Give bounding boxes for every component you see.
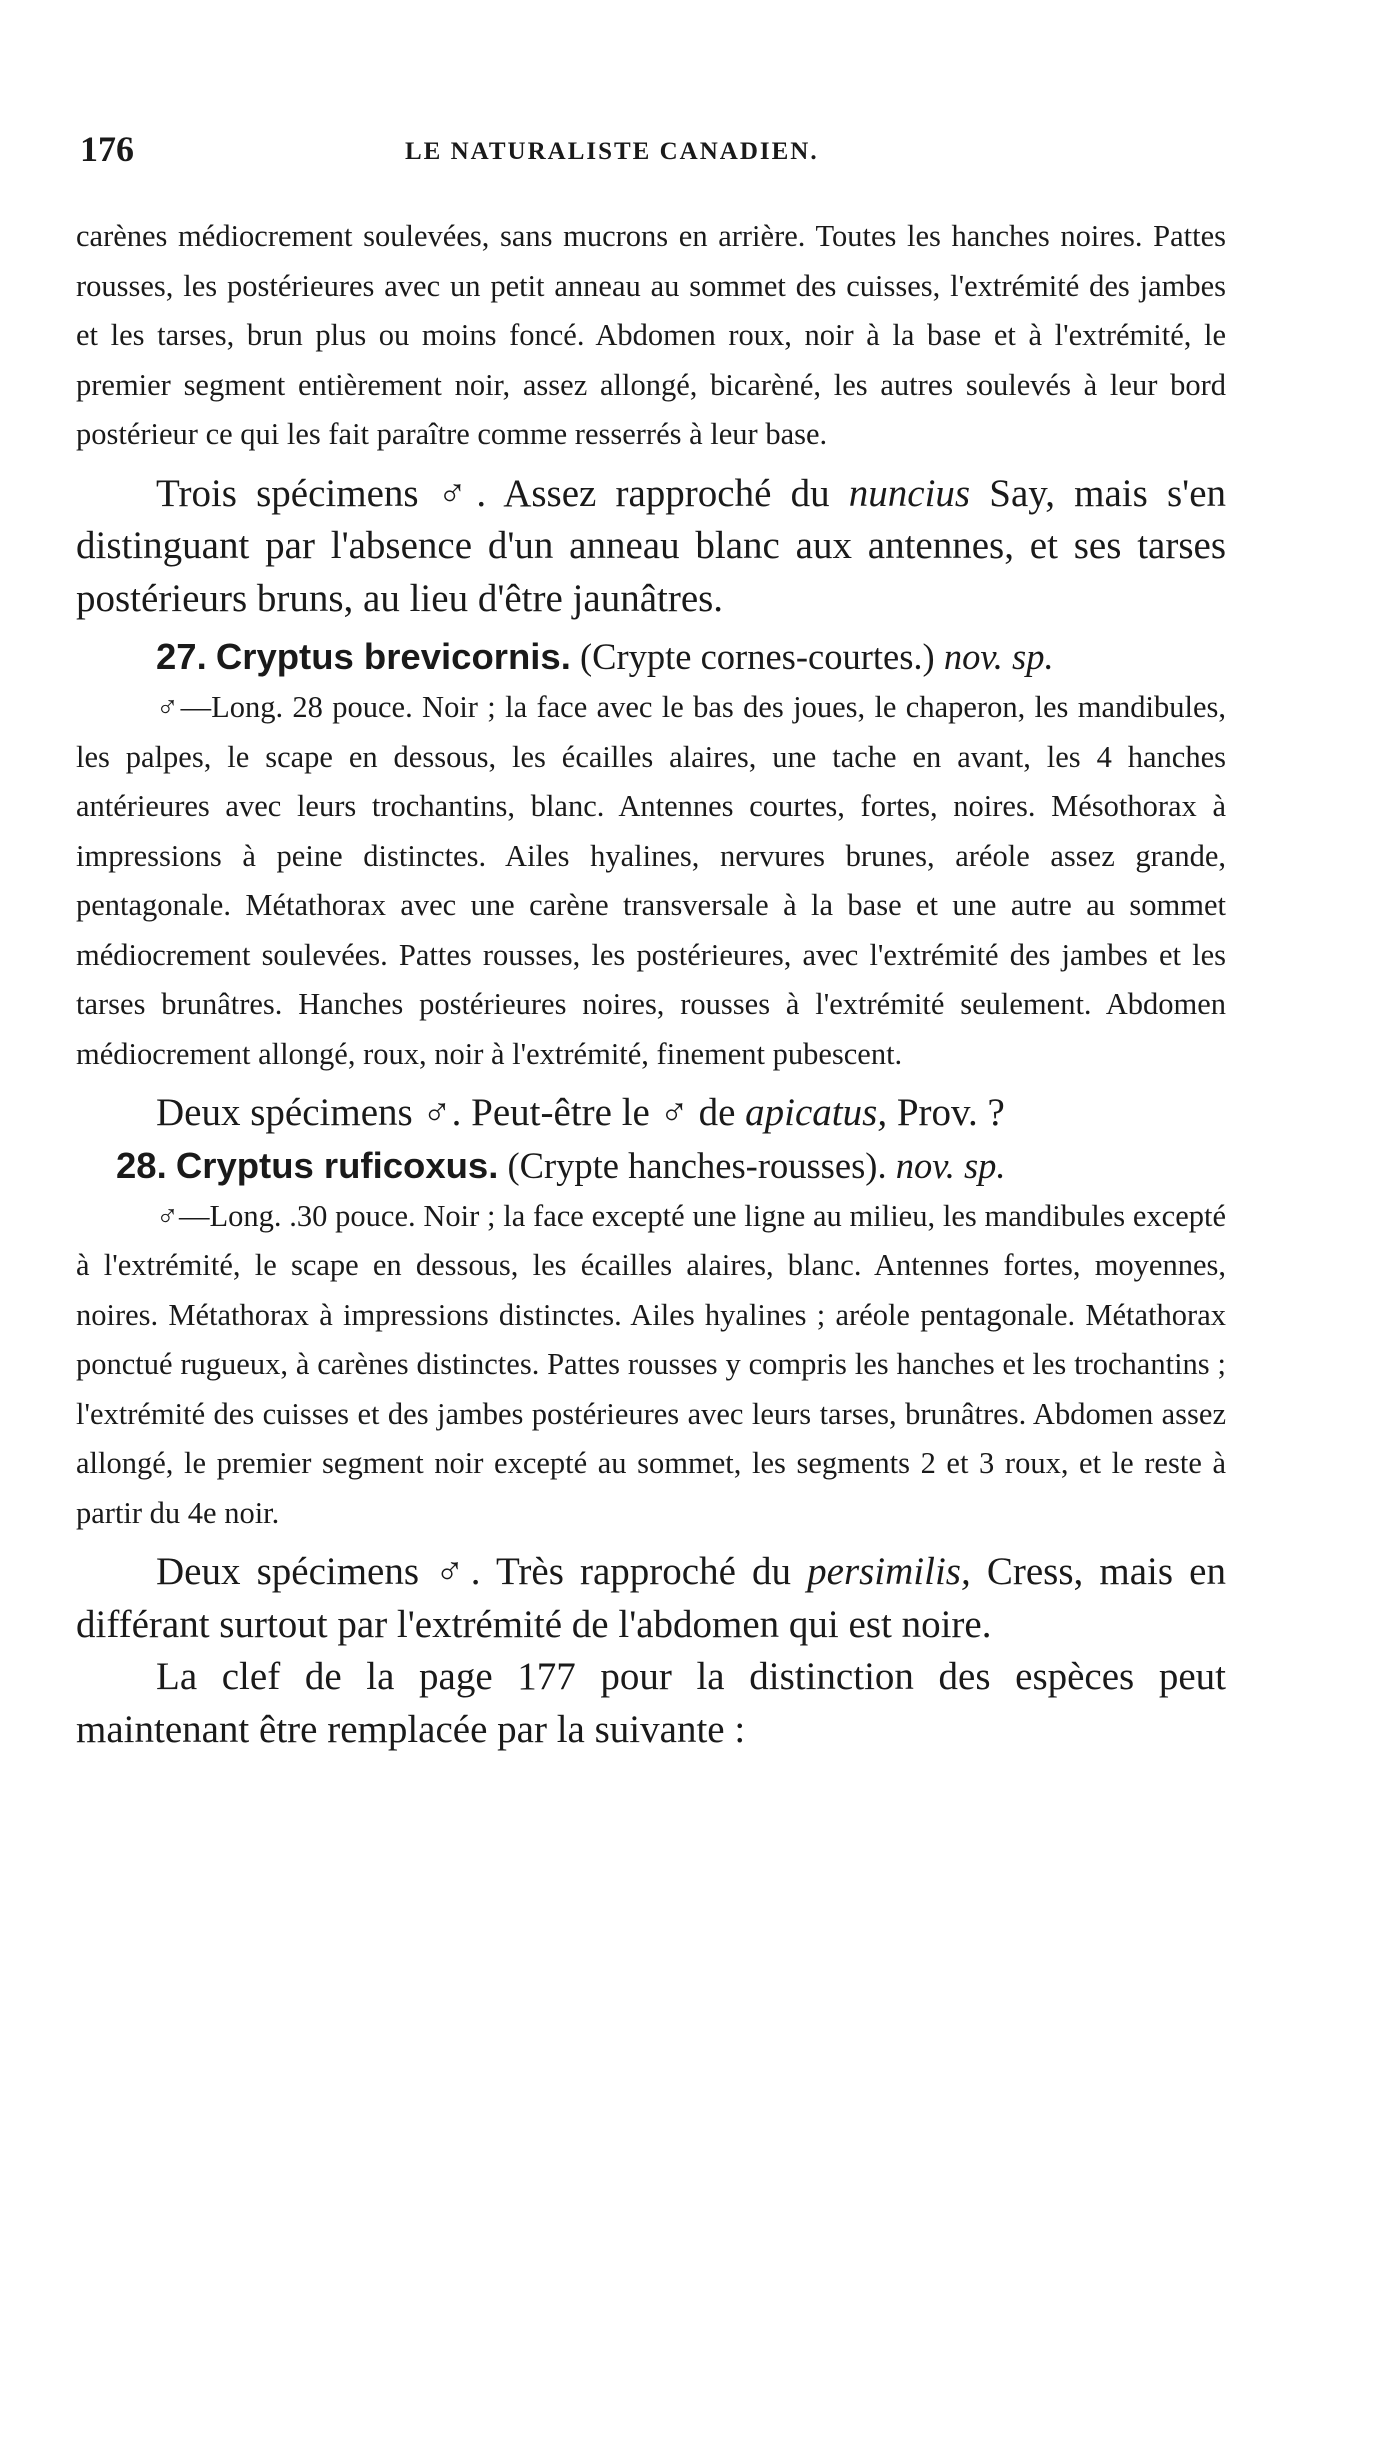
species-27-note-after: Prov. ? [887, 1091, 1005, 1134]
species-28-heading [76, 1140, 1226, 1192]
species-27-name: Cryptus brevicornis. [215, 636, 571, 677]
species-27-description: ♂—Long. 28 pouce. Noir ; la face avec le bas des joues, le chaperon, les mandibules, les palpes, le scape en dessous, les écailles alaires, une tache en avant, les 4 hanches antérieures avec leurs trochantins, blanc. Antennes courtes, fortes, noires. Mésothorax à impressions à peine distinctes. Ailes hyalines, nervures brunes, aréole assez grande, pentagonale. Métathorax avec une carène transversale à la base et une autre au sommet médiocrement soulevées. Pattes rousses, les postérieures, avec l'extrémité des jambes et les tarses brunâtres. Hanches postérieures noires, rousses à l'extrémité seulement. Abdomen médiocrement allongé, roux, noir à l'extrémité, finement pubescent. [76, 690, 1226, 1071]
species-28-description: ♂—Long. .30 pouce. Noir ; la face excepté une ligne au milieu, les mandibules excepté à l'extrémité, le scape en dessous, les écailles alaires, blanc. Antennes fortes, moyennes, noires. Métathorax à impressions distinctes. Ailes hyalines ; aréole pentagonale. Métathorax ponctué rugueux, à carènes distinctes. Pattes rousses y compris les hanches et les trochantins ; l'extrémité des cuisses et des jambes postérieures avec leurs tarses, brunâtres. Abdomen assez allongé, le premier segment noir excepté au sommet, les segments 2 et 3 roux, et le reste à partir du 4e noir. [76, 1198, 1226, 1530]
species-27-note-before: Deux spécimens ♂. Peut-être le ♂ de [156, 1091, 746, 1134]
closing-paragraph: La clef de la page 177 pour la distinction des espèces peut maintenant être remplacée par la suivante : [76, 1655, 1226, 1751]
species-28-common-name: (Crypte hanches-rousses). [507, 1144, 887, 1186]
page-number: 176 [80, 129, 134, 169]
running-title: LE NATURALISTE CANADIEN. [405, 138, 819, 165]
species-27-common-name: (Crypte cornes-courtes.) [579, 636, 935, 677]
species-28-name: Cryptus ruficoxus. [175, 1144, 499, 1186]
species-28-note-reference: persimilis, [807, 1550, 971, 1593]
page-body [76, 212, 1226, 1756]
comparison-paragraph [76, 468, 1226, 626]
species-27-number: 27. [156, 636, 207, 677]
species-27-heading [76, 631, 1226, 683]
species-28-note-before: Deux spécimens ♂. Très rapproché du [156, 1550, 808, 1593]
page-header [80, 128, 1236, 168]
continued-paragraph: carènes médiocrement soulevées, sans mucrons en arrière. Toutes les hanches noires. Pattes rousses, les postérieures avec un petit anneau au sommet des cuisses, l'extrémité des jambes et les tarses, brun plus ou moins foncé. Abdomen roux, noir à la base et à l'extrémité, le premier segment entièrement noir, assez allongé, bicarèné, les autres soulevés à leur bord postérieur ce qui les fait paraître comme resserrés à leur base. [76, 219, 1226, 451]
species-28-note-after: Cress, mais en différant surtout par l'extrémité de l'abdomen qui est noire. [76, 1550, 1226, 1646]
species-27-note-reference: apicatus, [745, 1091, 888, 1134]
species-28-note [76, 1546, 1226, 1651]
species-28-number: 28. [116, 1144, 167, 1186]
species-reference: nuncius [848, 471, 971, 515]
species-27-note [76, 1087, 1226, 1140]
species-28-status: nov. sp. [895, 1144, 1006, 1186]
comparison-text-before: Trois spécimens ♂. Assez rapproché du [156, 471, 849, 515]
comparison-text-after: Say, mais s'en distinguant par l'absence d'un anneau blanc aux antennes, et ses tarses postérieurs bruns, au lieu d'être jaunâtres. [76, 471, 1226, 620]
species-27-status: nov. sp. [943, 636, 1054, 677]
